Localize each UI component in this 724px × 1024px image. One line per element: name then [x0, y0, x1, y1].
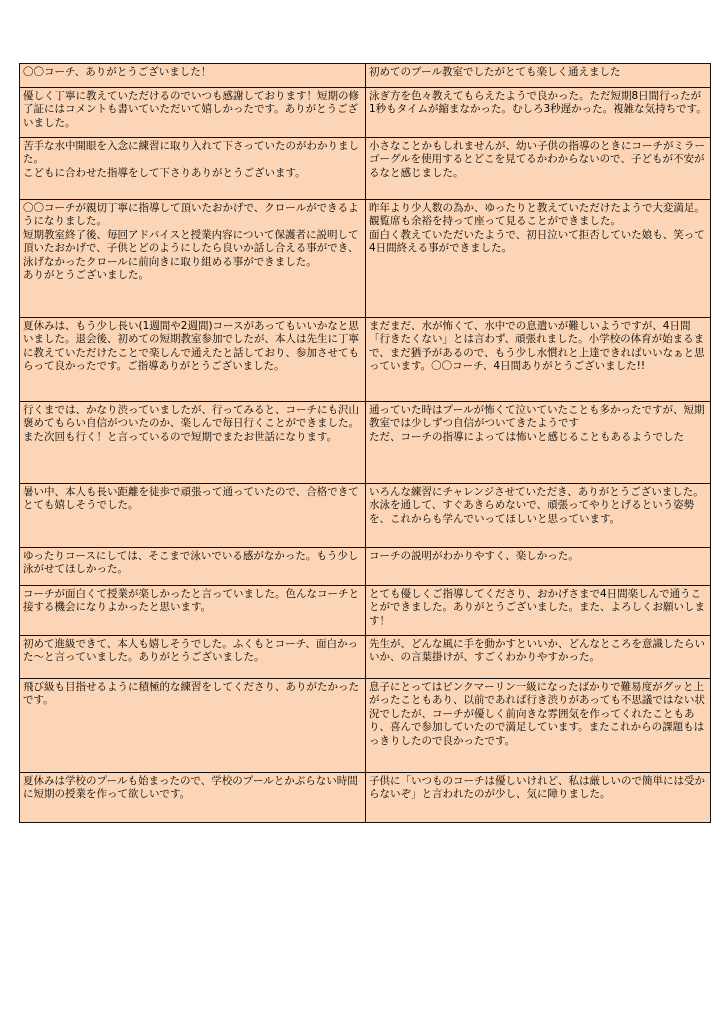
table-row [20, 200, 711, 318]
comment-text: 通っていた時はプールが怖くて泣いていたことも多かったですが、短期教室では少しずつ自信がついてきたようです ただ、コーチの指導によっては怖いと感じることもあるようでした [369, 404, 705, 443]
comment-text: 泳ぎ方を色々教えてもらえたようで良かった。ただ短期8日間行ったが1秒もタイムが縮まなかった。むしろ3秒遅かった。複雑な気持ちです。 [369, 90, 707, 116]
comment-text: 初めてのプール教室でしたがとても楽しく通えました [369, 66, 621, 78]
table-row [20, 402, 711, 484]
comment-sheet [19, 63, 707, 823]
comment-cell-left [20, 138, 366, 200]
comment-cell-left [20, 88, 366, 138]
comment-cell-left [20, 586, 366, 636]
comment-text: 息子にとってはピンクマーリン一級になったばかりで難易度がグッと上がったこともあり、以前であれば行き渋りがあっても不思議ではない状況でしたが、コーチが優しく前向きな雰囲気を作ってくれたこともあり、喜んで参加していたので満足しています。またこれからの課題もはっきりしたので良かったです。 [369, 681, 705, 747]
table-row [20, 548, 711, 586]
comment-cell-left [20, 679, 366, 773]
comment-text: 先生が、どんな風に手を動かすといいか、どんなところを意識したらいいか、の言葉掛けが、すごくわかりやすかった。 [369, 638, 705, 664]
comment-text: とても優しくご指導してくださり、おかげさまで4日間楽しんで通うことができました。ありがとうございました。また、よろしくお願いします！ [369, 588, 705, 627]
comment-text: 初めて進級できて、本人も嬉しそうでした。ふくもとコーチ、面白かった〜と言っていました。ありがとうございました。 [23, 638, 359, 664]
table-row [20, 773, 711, 823]
table-row [20, 636, 711, 679]
comment-text: 夏休みは学校のプールも始まったので、学校のプールとかぶらない時間に短期の授業を作って欲しいです。 [23, 775, 358, 801]
comment-cell-right [366, 636, 711, 679]
comment-cell-right [366, 200, 711, 318]
comment-text: 昨年より少人数の為か、ゆったりと教えていただけたようで大変満足。観覧席も余裕を持って座って見ることができました。 面白く教えていただいたようで、初日泣いて拒否していた娘も、笑って4日間終える事ができました。 [369, 202, 705, 255]
comment-cell-right [366, 318, 711, 402]
comment-cell-right [366, 548, 711, 586]
comment-cell-right [366, 402, 711, 484]
comment-text: 行くまでは、かなり渋っていましたが、行ってみると、コーチにも沢山褒めてもらい自信がついたのか、楽しんで毎日行くことができました。 また次回も行く！と言っているので短期でまたお世話になります。 [23, 404, 359, 443]
comment-text: コーチの説明がわかりやすく、楽しかった。 [369, 550, 579, 562]
comment-cell-right [366, 773, 711, 823]
comment-cell-right [366, 586, 711, 636]
comment-cell-left [20, 484, 366, 548]
comment-cell-right [366, 64, 711, 88]
table-row [20, 64, 711, 88]
comment-text: 夏休みは、もう少し長い(1週間や2週間)コースがあってもいいかなと思いました。退会後、初めての短期教室参加でしたが、本人は先生に丁寧に教えていただけたことで楽しんで通えたと話しており、参加させてもらって良かったです。ご指導ありがとうございました。 [23, 320, 359, 373]
comment-text: 〇〇コーチ、ありがとうございました！ [23, 66, 212, 78]
comment-text: 暑い中、本人も長い距離を徒歩で頑張って通っていたので、合格できてとても嬉しそうでした。 [23, 486, 359, 512]
table-row [20, 318, 711, 402]
table-row [20, 138, 711, 200]
comment-text: まだまだ、水が怖くて、水中での息遣いが難しいようですが、4日間「行きたくない」とは言わず、頑張れました。小学校の体育が始まるまで、まだ猶予があるので、もう少し水慣れと上達できればいいなぁと思っています。〇〇コーチ、4日間ありがとうございました!! [369, 320, 705, 373]
comment-cell-left [20, 200, 366, 318]
comment-text: 優しく丁寧に教えていただけるのでいつも感謝しております！短期の修了証にはコメントも書いていただいて嬉しかったです。ありがとうございました。 [23, 90, 359, 129]
comment-cell-left [20, 636, 366, 679]
table-row [20, 679, 711, 773]
comment-cell-left [20, 64, 366, 88]
comment-cell-right [366, 88, 711, 138]
comment-cell-left [20, 318, 366, 402]
comment-text: 飛び級も目指せるように積極的な練習をしてくださり、ありがたかったです。 [23, 681, 359, 707]
comment-text: 〇〇コーチが親切丁寧に指導して頂いたおかげで、クロールができるようになりました。 短期教室終了後、毎回アドバイスと授業内容について保護者に説明して頂いたおかげで、子供とどのようにしたら良いか話し合える事ができ、泳げなかったクロールに前向きに取り組める事ができました。 ありがとうございました。 [23, 202, 359, 282]
comment-text: 子供に「いつものコーチは優しいけれど、私は厳しいので簡単には受からないぞ」と言われたのが少し、気に障りました。 [369, 775, 705, 801]
table-row [20, 484, 711, 548]
comment-text: ゆったりコースにしては、そこまで泳いでいる感がなかった。もう少し泳がせてほしかった。 [23, 550, 359, 576]
comment-cell-right [366, 484, 711, 548]
comments-table [19, 63, 711, 823]
comment-text: いろんな練習にチャレンジさせていただき、ありがとうございました。 水泳を通して、すぐあきらめないで、頑張ってやりとげるという姿勢を、これからも学んでいってほしいと思っています。 [369, 486, 704, 525]
comment-cell-left [20, 773, 366, 823]
comment-cell-left [20, 548, 366, 586]
comment-text: コーチが面白くて授業が楽しかったと言っていました。色んなコーチと接する機会になりよかったと思います。 [23, 588, 359, 614]
comment-cell-right [366, 679, 711, 773]
table-row [20, 586, 711, 636]
comment-text: 小さなことかもしれませんが、幼い子供の指導のときにコーチがミラーゴーグルを使用するとどこを見てるかわからないので、子どもが不安がるなと感じました。 [369, 140, 705, 179]
comment-cell-left [20, 402, 366, 484]
comment-text: 苦手な水中開眼を入念に練習に取り入れて下さっていたのがわかりました。 こどもに合わせた指導をして下さりありがとうございます。 [23, 140, 359, 179]
table-row [20, 88, 711, 138]
comment-cell-right [366, 138, 711, 200]
